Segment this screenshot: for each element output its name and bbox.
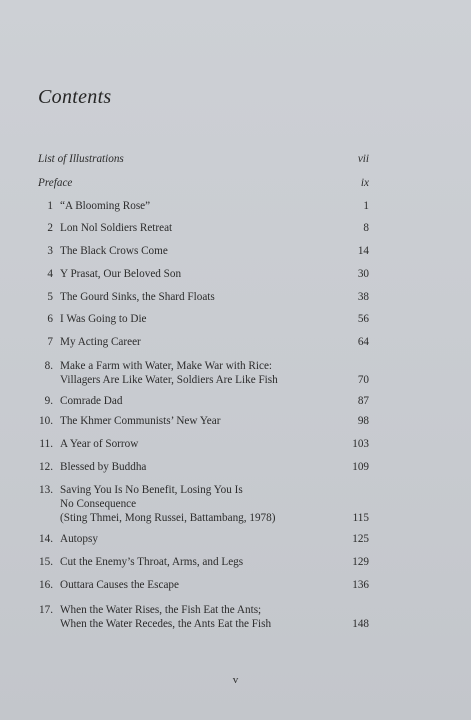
toc-entry-title-block <box>38 152 308 166</box>
toc-page-number: 38 <box>357 291 369 303</box>
toc-entry-title-line: Villagers Are Like Water, Soldiers Are Like Fish <box>60 374 278 386</box>
toc-entry-title-line: I Was Going to Die <box>60 313 147 325</box>
toc-entry-title-line: Lon Nol Soldiers Retreat <box>60 222 173 234</box>
toc-entry-title-block <box>60 359 330 387</box>
toc-chapter-number: 13. <box>39 484 53 496</box>
toc-chapter-number: 5 <box>47 291 53 303</box>
toc-page-number: 14 <box>357 245 369 257</box>
toc-entry-title-line: The Gourd Sinks, the Shard Floats <box>60 291 215 303</box>
toc-entry-title-line: Outtara Causes the Escape <box>60 579 179 591</box>
toc-entry-title-line: Saving You Is No Benefit, Losing You Is <box>60 484 243 496</box>
toc-page-number: 103 <box>352 438 369 450</box>
toc-chapter-number: 3 <box>47 245 53 257</box>
toc-entry-title-block <box>60 394 330 408</box>
toc-page-number: 64 <box>357 336 369 348</box>
toc-entry-title-line: When the Water Rises, the Fish Eat the Ants; <box>60 604 262 616</box>
toc-page-number: 148 <box>352 618 369 630</box>
toc-chapter-number: 8. <box>44 360 53 372</box>
toc-chapter-number: 14. <box>39 533 53 545</box>
toc-entry-title-line: (Sting Thmei, Mong Russei, Battambang, 1978) <box>60 512 276 524</box>
toc-entry-title: Preface <box>38 177 73 189</box>
toc-entry-title-block <box>60 532 330 546</box>
toc-entry-title-line: The Black Crows Come <box>60 245 168 257</box>
toc-entry-title-line: Make a Farm with Water, Make War with Rice: <box>60 360 273 372</box>
toc-entry-title-block <box>60 437 330 451</box>
toc-chapter-number: 15. <box>39 556 53 568</box>
toc-chapter-number: 17. <box>39 604 53 616</box>
toc-page-number: 8 <box>363 222 369 234</box>
toc-entry-title-block <box>60 578 330 592</box>
toc-entry-title-block <box>60 244 330 258</box>
toc-entry-title-line: Autopsy <box>60 533 98 545</box>
toc-entry-title-block <box>38 176 308 190</box>
toc-chapter-number: 2 <box>47 222 53 234</box>
toc-entry-title-line: When the Water Recedes, the Ants Eat the Fish <box>60 618 272 630</box>
toc-page-number: 87 <box>357 395 369 407</box>
toc-entry-title-block <box>60 603 330 631</box>
toc-page-number: 98 <box>357 415 369 427</box>
toc-page-number: ix <box>360 177 369 189</box>
toc-chapter-number: 12. <box>39 461 53 473</box>
toc-chapter-number: 9. <box>44 395 53 407</box>
toc-entry-title-line: My Acting Career <box>60 336 141 348</box>
toc-page-number: 129 <box>352 556 369 568</box>
toc-page-number: vii <box>357 153 369 165</box>
toc-chapter-number: 1 <box>47 200 53 212</box>
toc-entry-title-block <box>60 290 330 304</box>
toc-page-number: 125 <box>352 533 369 545</box>
toc-entry-title-line: The Khmer Communists’ New Year <box>60 415 221 427</box>
page-folio: v <box>232 674 239 686</box>
toc-entry-title: List of Illustrations <box>38 153 124 165</box>
toc-entry-title-block <box>60 199 330 213</box>
toc-page-number: 109 <box>352 461 369 473</box>
toc-entry-title-block <box>60 267 330 281</box>
toc-chapter-number: 4 <box>47 268 53 280</box>
toc-page-number: 1 <box>363 200 369 212</box>
toc-chapter-number: 7 <box>47 336 53 348</box>
toc-page-number: 30 <box>357 268 369 280</box>
toc-entry-title-block <box>60 312 330 326</box>
toc-page-number: 136 <box>352 579 369 591</box>
toc-entry-title-line: A Year of Sorrow <box>60 438 139 450</box>
toc-chapter-number: 6 <box>47 313 53 325</box>
toc-entry-title-line: Y Prasat, Our Beloved Son <box>60 268 182 280</box>
toc-page-number: 70 <box>357 374 369 386</box>
toc-entry-title-line: “A Blooming Rose” <box>60 200 151 212</box>
toc-entry-title-block <box>60 335 330 349</box>
toc-page-number: 56 <box>357 313 369 325</box>
toc-chapter-number: 11. <box>39 438 53 450</box>
toc-entry-title-block <box>60 414 330 428</box>
toc-entry-title-line: No Consequence <box>60 498 137 510</box>
toc-entry-title-line: Comrade Dad <box>60 395 123 407</box>
toc-entry-title-block <box>60 460 330 474</box>
toc-entry-title-block <box>60 483 330 525</box>
toc-entry-title-block <box>60 555 330 569</box>
page-title: Contents <box>38 86 112 108</box>
toc-chapter-number: 10. <box>39 415 53 427</box>
toc-entry-title-block <box>60 221 330 235</box>
toc-entry-title-line: Blessed by Buddha <box>60 461 147 473</box>
toc-entry-title-line: Cut the Enemy’s Throat, Arms, and Legs <box>60 556 244 568</box>
toc-page-number: 115 <box>352 512 369 524</box>
toc-chapter-number: 16. <box>39 579 53 591</box>
